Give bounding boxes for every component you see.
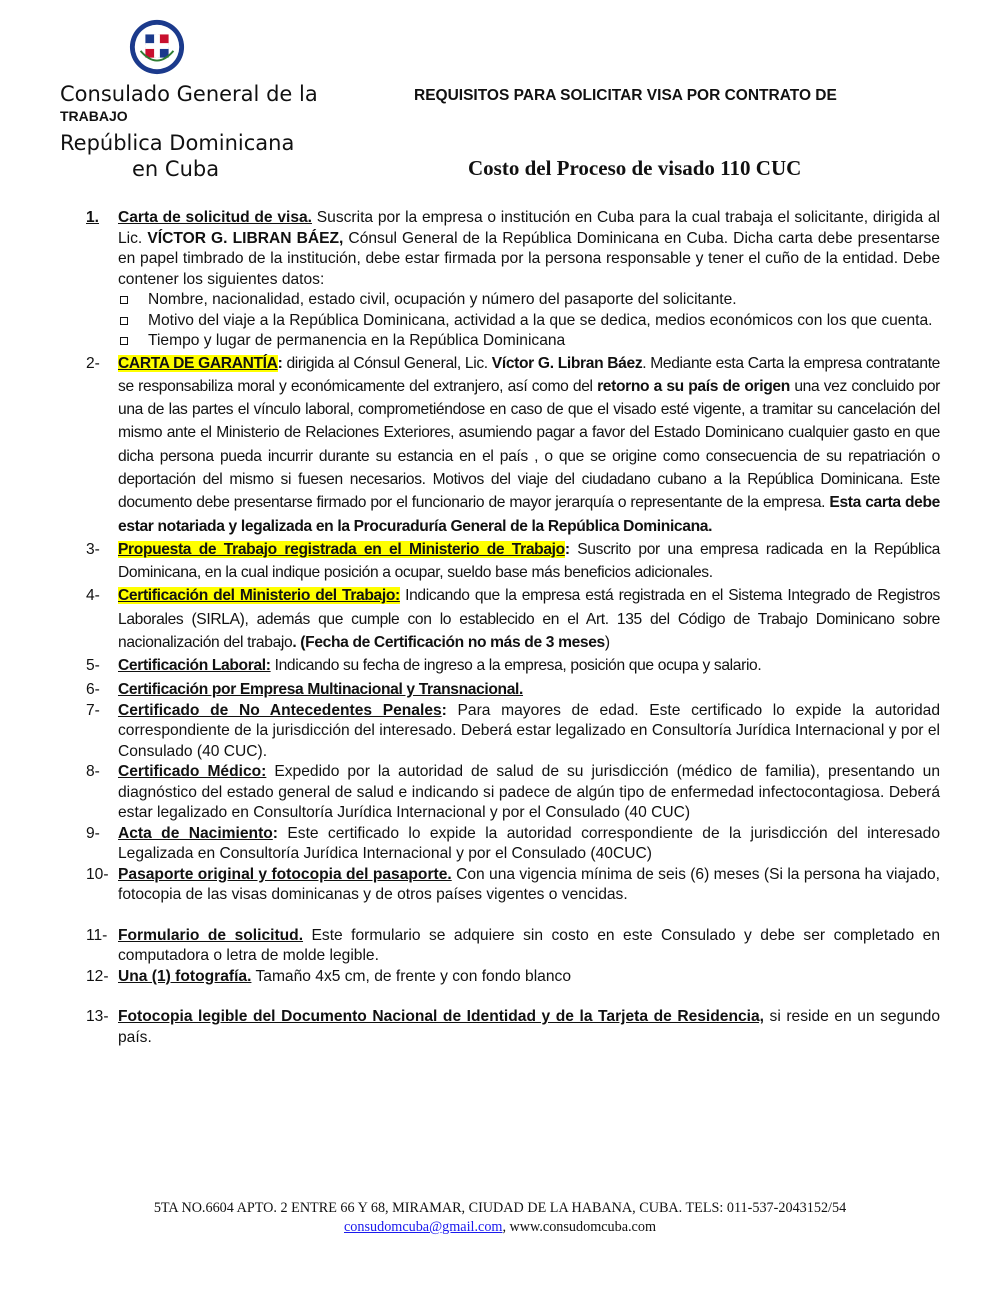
list-item: 7- Certificado de No Antecedentes Penales: Para mayores de edad. Este certificado lo expide la autoridad correspondiente de la jurisdicción del interesado. Deberá estar legalizado en Consultoría Jurídica Internacional y por el Consulado (40 CUC). (86, 701, 941, 760)
coat-of-arms-seal-icon (128, 18, 186, 76)
website-text: , www.consudomcuba.com (502, 1219, 656, 1235)
item-title: Propuesta de Trabajo registrada en el Ministerio de Trabajo (118, 540, 565, 558)
item-title: Certificado de No Antecedentes Penales (118, 701, 442, 719)
process-cost: Costo del Proceso de visado 110 CUC (468, 156, 802, 180)
list-item: 11- Formulario de solicitud. Este formulario se adquiere sin costo en este Consulado y debe ser completado en computadora o letra de molde legible. (86, 926, 940, 965)
item-title: Acta de Nacimiento (118, 824, 273, 842)
list-item: 3- Propuesta de Trabajo registrada en el Ministerio de Trabajo: Suscrito por una empresa radicada en la República Dominicana, en la cual indique posición a ocupar, sueldo base más beneficios adicionales. (86, 540, 940, 582)
title-continuation: TRABAJO (60, 108, 128, 124)
list-item: 6- Certificación por Empresa Multinacional y Transnacional. (86, 680, 524, 698)
list-item: 10- Pasaporte original y fotocopia del pasaporte. Con una vigencia mínima de seis (6) meses (Si la persona ha viajado, fotocopia de las visas dominicanas y de otros países vigentes o vencidas. (86, 865, 940, 904)
checkbox-bullet-icon (120, 296, 128, 304)
item-title: Formulario de solicitud. (118, 926, 304, 944)
list-item: 1. Carta de solicitud de visa. Suscrita por la empresa o institución en Cuba para la cual trabaja el solicitante, dirigida al Lic. VÍCTOR G. LIBRAN BÁEZ, Cónsul General de la República Dominicana en Cuba. Dicha carta debe presentarse en papel timbrado de la institución, debe estar firmada por la persona responsable y tener el cuño de la entidad. Debe contener los siguientes datos: Nombre, nacionalidad, estado civil, ocupación y número del pasaporte del solicitante. Motivo del viaje a la República Dominicana, actividad a la que se dedica, medios económicos con los que cuenta. Tiempo y lugar de permanencia en la República Dominicana (86, 208, 940, 352)
item-title: Certificado Médico: (118, 763, 267, 781)
bullet-item: Nombre, nacionalidad, estado civil, ocupación y número del pasaporte del solicitante. (118, 290, 940, 311)
list-item: 8- Certificado Médico: Expedido por la autoridad de salud de su jurisdicción (médico de familia), presentando un diagnóstico del estado general de salud e indicando si padece de algún tipo de enfermedad infectocontagiosa. Deberá estar legalizado en Consultoría Jurídica Internacional y por el Consulado (40 CUC) (86, 763, 940, 822)
requirements-list (86, 208, 940, 1048)
item-title: Pasaporte original y fotocopia del pasaporte. (118, 865, 452, 883)
email-link[interactable]: consudomcuba@gmail.com (344, 1219, 503, 1235)
consulate-name-line1: Consulado General de la (60, 82, 318, 106)
item-title: Certificación por Empresa Multinacional y Transnacional. (118, 680, 524, 698)
document-title: REQUISITOS PARA SOLICITAR VISA POR CONTRATO DE (414, 87, 837, 104)
checkbox-bullet-icon (120, 317, 128, 325)
bullet-list (118, 290, 940, 352)
footer (0, 1199, 1000, 1237)
item-title: Certificación del Ministerio del Trabajo: (118, 587, 400, 605)
item-title: Fotocopia legible del Documento Nacional de Identidad y de la Tarjeta de Residencia, (118, 1008, 764, 1026)
list-item: 12- Una (1) fotografía. Tamaño 4x5 cm, de frente y con fondo blanco (86, 967, 572, 985)
list-item: 2- CARTA DE GARANTÍA: dirigida al Cónsul General, Lic. Víctor G. Libran Báez. Mediante esta Carta la empresa contratante se responsabiliza moral y económicamente del extranjero, así como del retorno a su país de origen una vez concluido por una de las partes el vínculo laboral, comprometiéndose en caso de que el visado esté vigente, a tramitar su cancelación del mismo ante el Ministerio de Relaciones Exteriores, asumiendo pagar a favor del Estado Dominicano cualquier gasto en que dicha persona pueda incurrir durante su estancia en el país , o que se origine como consecuencia de su repatriación o deportación del mismo si fuesen necesarios. Motivos del viaje del ciudadano cubano a la República Dominicana. Este documento debe presentarse firmado por el funcionario de mayor jerarquía o representante de la empresa. Esta carta debe estar notariada y legalizada en la Procuraduría General de la República Dominicana. (86, 354, 941, 535)
list-item: 9- Acta de Nacimiento: Este certificado lo expide la autoridad correspondiente de la jurisdicción del interesado Legalizada en Consultoría Jurídica Internacional y por el Consulado (40CUC) (86, 824, 941, 863)
item-title: Certificación Laboral: (118, 657, 271, 675)
item-title: Carta de solicitud de visa. (118, 209, 313, 226)
list-item: 13- Fotocopia legible del Documento Nacional de Identidad y de la Tarjeta de Residencia, si reside en un segundo país. (86, 1008, 940, 1046)
list-item: 5- Certificación Laboral: Indicando su fecha de ingreso a la empresa, posición que ocupa y salario. (86, 657, 762, 675)
bullet-item: Motivo del viaje a la República Dominicana, actividad a la que se dedica, medios económicos con los que cuenta. (118, 311, 940, 332)
bullet-item: Tiempo y lugar de permanencia en la República Dominicana (118, 331, 940, 352)
list-item: 4- Certificación del Ministerio del Trabajo: Indicando que la empresa está registrada en el Sistema Integrado de Registros Laborales (SIRLA), además que cumple con lo establecido en el Art. 135 del Código de Trabajo Dominicano sobre nacionalización del trabajo. (Fecha de Certificación no más de 3 meses) (86, 587, 940, 652)
checkbox-bullet-icon (120, 337, 128, 345)
item-title: CARTA DE GARANTÍA (118, 354, 278, 372)
item-title: Una (1) fotografía. (118, 967, 252, 985)
consulate-name-lines: República Dominicana en Cuba (60, 131, 295, 181)
footer-address: 5TA NO.6604 APTO. 2 ENTRE 66 Y 68, MIRAMAR, CIUDAD DE LA HABANA, CUBA. TELS: 011-537-2043152/54 (153, 1200, 847, 1216)
